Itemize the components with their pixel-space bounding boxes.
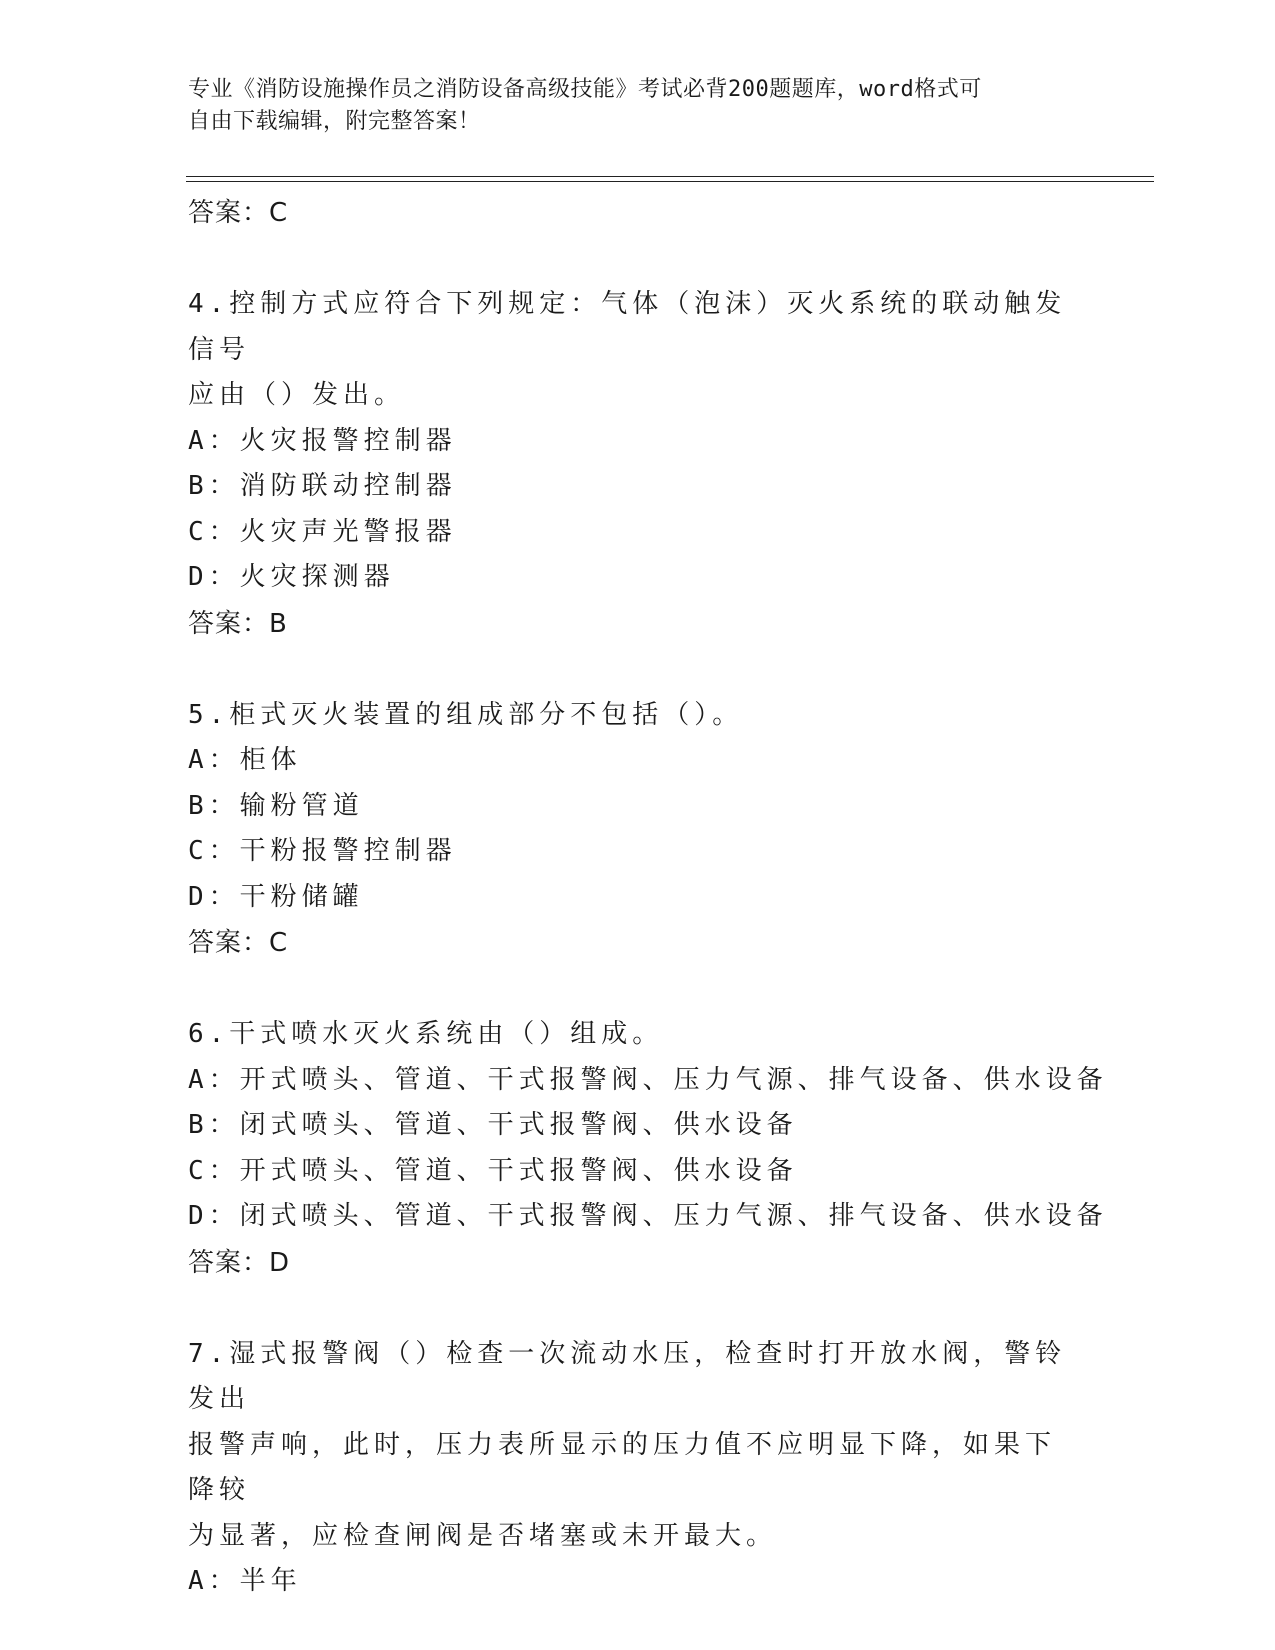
question-5-line-1: 5.柜式灭火装置的组成部分不包括（）。 <box>188 699 744 730</box>
question-5-option-c: C：干粉报警控制器 <box>188 836 457 866</box>
header-divider-bottom <box>186 181 1154 182</box>
question-6 <box>188 1012 1108 1286</box>
header-line-2: 自由下载编辑，附完整答案！ <box>188 109 481 134</box>
header-divider-top <box>186 176 1154 177</box>
spacer <box>188 647 1068 693</box>
question-6-option-a: A：开式喷头、管道、干式报警阀、压力气源、排气设备、供水设备 <box>188 1064 1108 1095</box>
question-4-line-1: 4.控制方式应符合下列规定：气体（泡沫）灭火系统的联动触发信号 <box>188 289 1067 365</box>
document-header <box>188 74 1068 138</box>
question-6-option-c: C：开式喷头、管道、干式报警阀、供水设备 <box>188 1155 798 1186</box>
spacer <box>188 966 1068 1012</box>
answer-q5: 答案：C <box>188 928 289 958</box>
question-7 <box>188 1332 1068 1605</box>
question-7-option-a: A：半年 <box>188 1566 302 1596</box>
question-6-line-1: 6.干式喷水灭火系统由（）组成。 <box>188 1019 664 1049</box>
question-7-line-2: 报警声响，此时，压力表所显示的压力值不应明显下降，如果下降较 <box>188 1429 1057 1505</box>
question-4-line-2: 应由（）发出。 <box>188 380 406 410</box>
answer-q3: 答案：C <box>188 198 289 228</box>
question-7-line-3: 为显著，应检查闸阀是否堵塞或未开最大。 <box>188 1520 778 1551</box>
question-4-option-a: A：火灾报警控制器 <box>188 425 457 456</box>
answer-q6: 答案：D <box>188 1247 291 1278</box>
question-6-option-d: D：闭式喷头、管道、干式报警阀、压力气源、排气设备、供水设备 <box>188 1201 1108 1231</box>
question-5 <box>188 693 1068 967</box>
spacer <box>188 236 1068 282</box>
question-5-option-a: A：柜体 <box>188 745 302 775</box>
answer-q4: 答案：B <box>188 608 288 639</box>
question-7-line-1: 7.湿式报警阀（）检查一次流动水压，检查时打开放水阀，警铃发出 <box>188 1338 1067 1414</box>
question-4-option-b: B：消防联动控制器 <box>188 471 457 501</box>
question-5-option-d: D：干粉储罐 <box>188 881 364 912</box>
spacer <box>188 1286 1068 1332</box>
question-4 <box>188 282 1068 647</box>
question-6-option-b: B：闭式喷头、管道、干式报警阀、供水设备 <box>188 1110 798 1140</box>
question-4-option-d: D：火灾探测器 <box>188 562 395 592</box>
question-5-option-b: B：输粉管道 <box>188 790 364 821</box>
header-line-1: 专业《消防设施操作员之消防设备高级技能》考试必背200题题库，word格式可 <box>188 77 982 102</box>
question-list <box>188 190 1108 1605</box>
question-4-option-c: C：火灾声光警报器 <box>188 516 457 547</box>
